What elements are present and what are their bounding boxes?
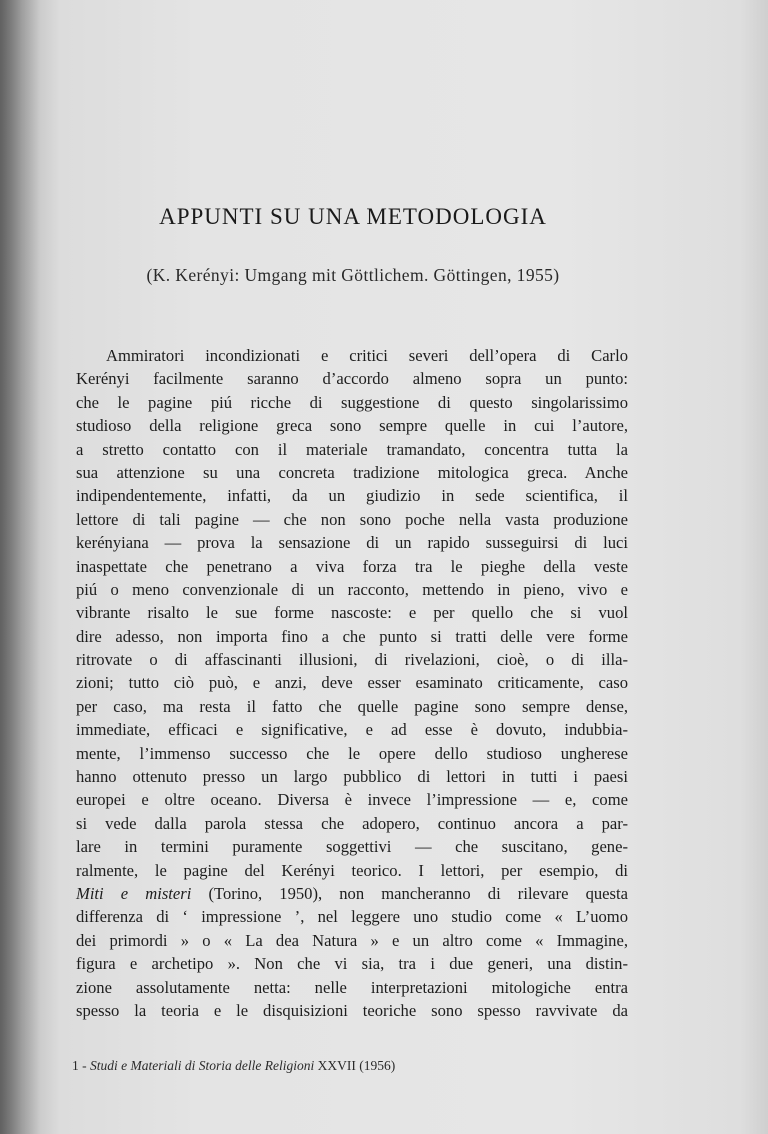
body-line: dire adesso, non importa fino a che punto si tratti delle vere forme [76, 626, 628, 646]
body-line: immediate, efficaci e significative, e ad esse è dovuto, indubbia- [76, 720, 628, 740]
body-line: zioni; tutto ciò può, e anzi, deve esser esaminato criticamente, caso [76, 673, 628, 693]
body-line: Kerényi facilmente saranno d’accordo almeno sopra un punto: [76, 369, 628, 389]
body-line: a stretto contatto con il materiale tramandato, concentra tutta la [76, 439, 628, 459]
body-line: sua attenzione su una concreta tradizione mitologica greca. Anche [76, 462, 628, 482]
body-line: ralmente, le pagine del Kerényi teorico. I lettori, per esempio, di [76, 860, 628, 880]
body-paragraph [76, 344, 628, 1022]
body-line: che le pagine piú ricche di suggestione di questo singolarissimo [76, 392, 628, 412]
body-line: zione assolutamente netta: nelle interpretazioni mitologiche entra [76, 977, 628, 997]
body-line: per caso, ma resta il fatto che quelle pagine sono sempre dense, [76, 696, 628, 716]
body-line: vibrante risalto le sue forme nascoste: e per quello che si vuol [76, 603, 628, 623]
body-line: kerényiana — prova la sensazione di un rapido susseguirsi di luci [76, 533, 628, 553]
body-line: figura e archetipo ». Non che vi sia, tra i due generi, una distin- [76, 954, 628, 974]
body-line: dei primordi » o « La dea Natura » e un altro come « Immagine, [76, 930, 628, 950]
body-line: ritrovate o di affascinanti illusioni, di rivelazioni, cioè, o di illa- [76, 650, 628, 670]
signature-mark: 1 - [72, 1058, 87, 1073]
body-line: indipendentemente, infatti, da un giudizio in sede scientifica, il [76, 486, 628, 506]
body-line: Ammiratori incondizionati e critici severi dell’opera di Carlo [106, 346, 628, 365]
book-title-italic: Miti e misteri [76, 883, 192, 903]
body-line: studioso della religione greca sono sempre quelle in cui l’autore, [76, 416, 628, 436]
body-line-rest: (Torino, 1950), non mancheranno di rilevare questa [208, 883, 628, 903]
body-line: piú o meno convenzionale di un racconto, mettendo in pieno, vivo e [76, 579, 628, 599]
body-line: inaspettate che penetrano a viva forza tra le pieghe della veste [76, 556, 628, 576]
article-subtitle: (K. Kerényi: Umgang mit Göttlichem. Göttingen, 1955) [146, 265, 560, 285]
body-line: hanno ottenuto presso un largo pubblico di lettori in tutti i paesi [76, 767, 628, 787]
journal-volume: XXVII (1956) [317, 1058, 396, 1073]
article-title: APPUNTI SU UNA METODOLOGIA [159, 204, 547, 229]
body-line: mente, l’immenso successo che le opere dello studioso ungherese [76, 743, 628, 763]
journal-title: Studi e Materiali di Storia delle Religioni [90, 1058, 315, 1073]
spine-shadow [0, 0, 40, 1134]
body-line: lare in termini puramente soggettivi — che suscitano, gene- [76, 837, 628, 857]
body-line: europei e oltre oceano. Diversa è invece l’impressione — e, come [76, 790, 628, 810]
body-line: differenza di ‘ impressione ’, nel leggere uno studio come « L’uomo [76, 907, 628, 927]
body-line: spesso la teoria e le disquisizioni teoriche sono spesso ravvivate da [76, 1000, 628, 1020]
body-line-with-italic [76, 882, 628, 905]
page-footer [72, 1058, 395, 1074]
body-line: lettore di tali pagine — che non sono poche nella vasta produzione [76, 509, 628, 529]
body-line: si vede dalla parola stessa che adopero, continuo ancora a par- [76, 813, 628, 833]
